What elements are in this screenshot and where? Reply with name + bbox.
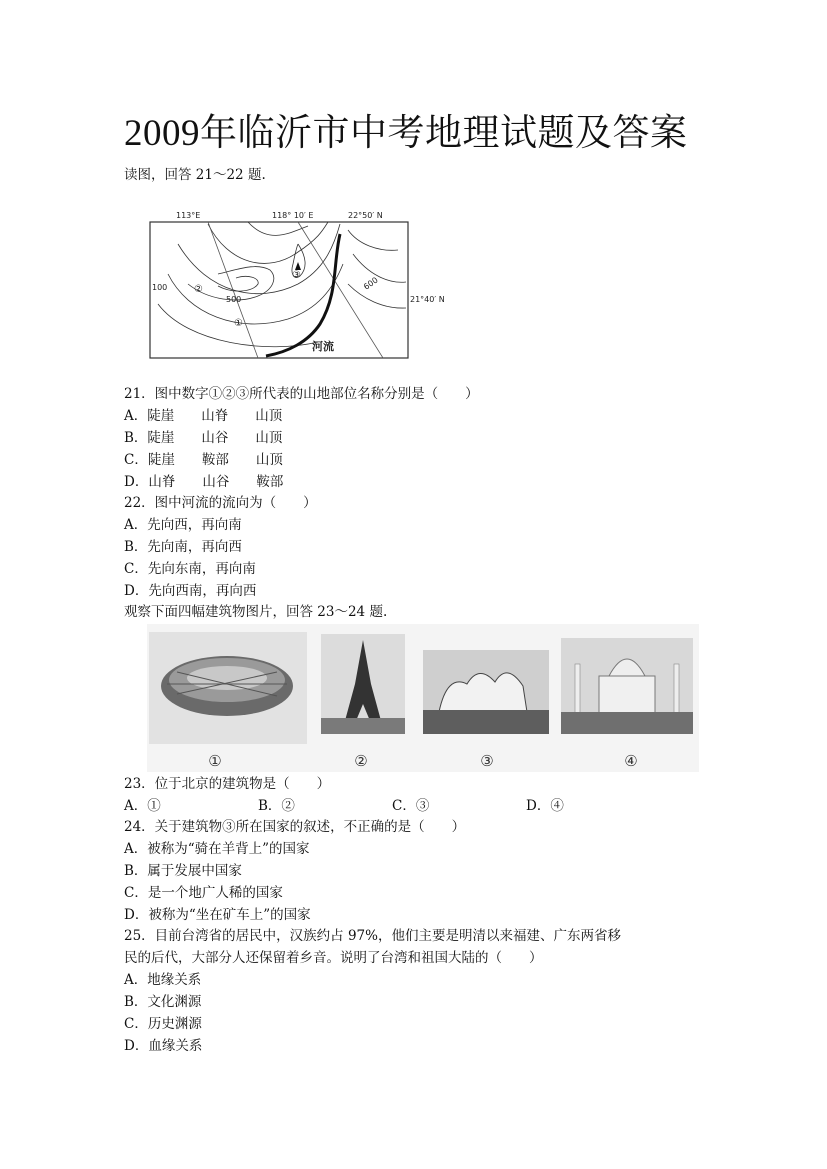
contour-label-600: 600 xyxy=(361,275,380,292)
q22-stem: 22．图中河流的流向为（ ） xyxy=(124,495,317,511)
q24-option-b: B．属于发展中国家 xyxy=(124,863,242,879)
photo-label-3: ③ xyxy=(480,752,494,770)
q24-stem: 24．关于建筑物③所在国家的叙述，不正确的是（ ） xyxy=(124,819,466,835)
photos-intro: 观察下面四幅建筑物图片，回答 23～24 题. xyxy=(124,604,388,620)
map-mark-3: ③ xyxy=(292,270,301,281)
q22-option-d: D．先向西南，再向西 xyxy=(124,583,257,599)
contour-map xyxy=(148,204,466,364)
q25-option-b: B．文化渊源 xyxy=(124,994,202,1010)
q23-option-d: D．④ xyxy=(526,798,564,814)
contour-label-100: 100 xyxy=(152,283,168,292)
q24-option-a: A．被称为“骑在羊背上”的国家 xyxy=(124,841,310,857)
lat-right-label: 21°40′ N xyxy=(410,295,445,304)
q25-option-a: A．地缘关系 xyxy=(124,972,202,988)
q23-option-a: A．① xyxy=(124,798,161,814)
photo-taj-mahal xyxy=(561,638,693,734)
river-label: 河流 xyxy=(312,340,334,353)
q24-option-d: D．被称为“坐在矿车上”的国家 xyxy=(124,907,311,923)
map-mark-1: ① xyxy=(234,318,243,329)
q21-option-b: B．陡崖 山谷 山顶 xyxy=(124,430,283,446)
q23-option-c: C．③ xyxy=(392,798,430,814)
lon-top-label: 118° 10′ E xyxy=(272,211,314,220)
q25-stem-line-2: 民的后代，大部分人还保留着乡音。说明了台湾和祖国大陆的（ ） xyxy=(124,950,543,966)
map-intro: 读图，回答 21～22 题. xyxy=(124,167,266,183)
q22-option-c: C．先向东南，再向南 xyxy=(124,561,256,577)
lat-top-label: 22°50′ N xyxy=(348,211,383,220)
photo-eiffel-tower xyxy=(321,634,405,734)
q25-option-d: D．血缘关系 xyxy=(124,1038,203,1054)
photo-birds-nest xyxy=(149,632,307,744)
q25-stem-line-1: 25．目前台湾省的居民中，汉族约占 97%，他们主要是明清以来福建、广东两省移 xyxy=(124,928,621,944)
photo-label-1: ① xyxy=(208,752,222,770)
q21-stem: 21．图中数字①②③所代表的山地部位名称分别是（ ） xyxy=(124,386,479,402)
contour-label-500: 500 xyxy=(226,295,242,304)
peak-triangle-icon xyxy=(295,262,301,270)
q24-option-c: C．是一个地广人稀的国家 xyxy=(124,885,283,901)
q22-option-a: A．先向西，再向南 xyxy=(124,517,242,533)
q21-option-c: C．陡崖 鞍部 山顶 xyxy=(124,452,283,468)
photo-opera-house xyxy=(423,650,549,734)
page-title: 2009年临沂市中考地理试题及答案 xyxy=(124,113,688,154)
q22-option-b: B．先向南，再向西 xyxy=(124,539,242,555)
building-photos xyxy=(147,624,699,772)
q21-option-a: A．陡崖 山脊 山顶 xyxy=(124,408,283,424)
photo-label-2: ② xyxy=(354,752,368,770)
q21-option-d: D．山脊 山谷 鞍部 xyxy=(124,474,284,490)
map-mark-2: ② xyxy=(194,284,203,295)
q23-option-b: B．② xyxy=(258,798,295,814)
q23-stem: 23．位于北京的建筑物是（ ） xyxy=(124,776,331,792)
lon-left-label: 113°E xyxy=(176,211,201,220)
photo-label-4: ④ xyxy=(624,752,638,770)
q25-option-c: C．历史渊源 xyxy=(124,1016,202,1032)
